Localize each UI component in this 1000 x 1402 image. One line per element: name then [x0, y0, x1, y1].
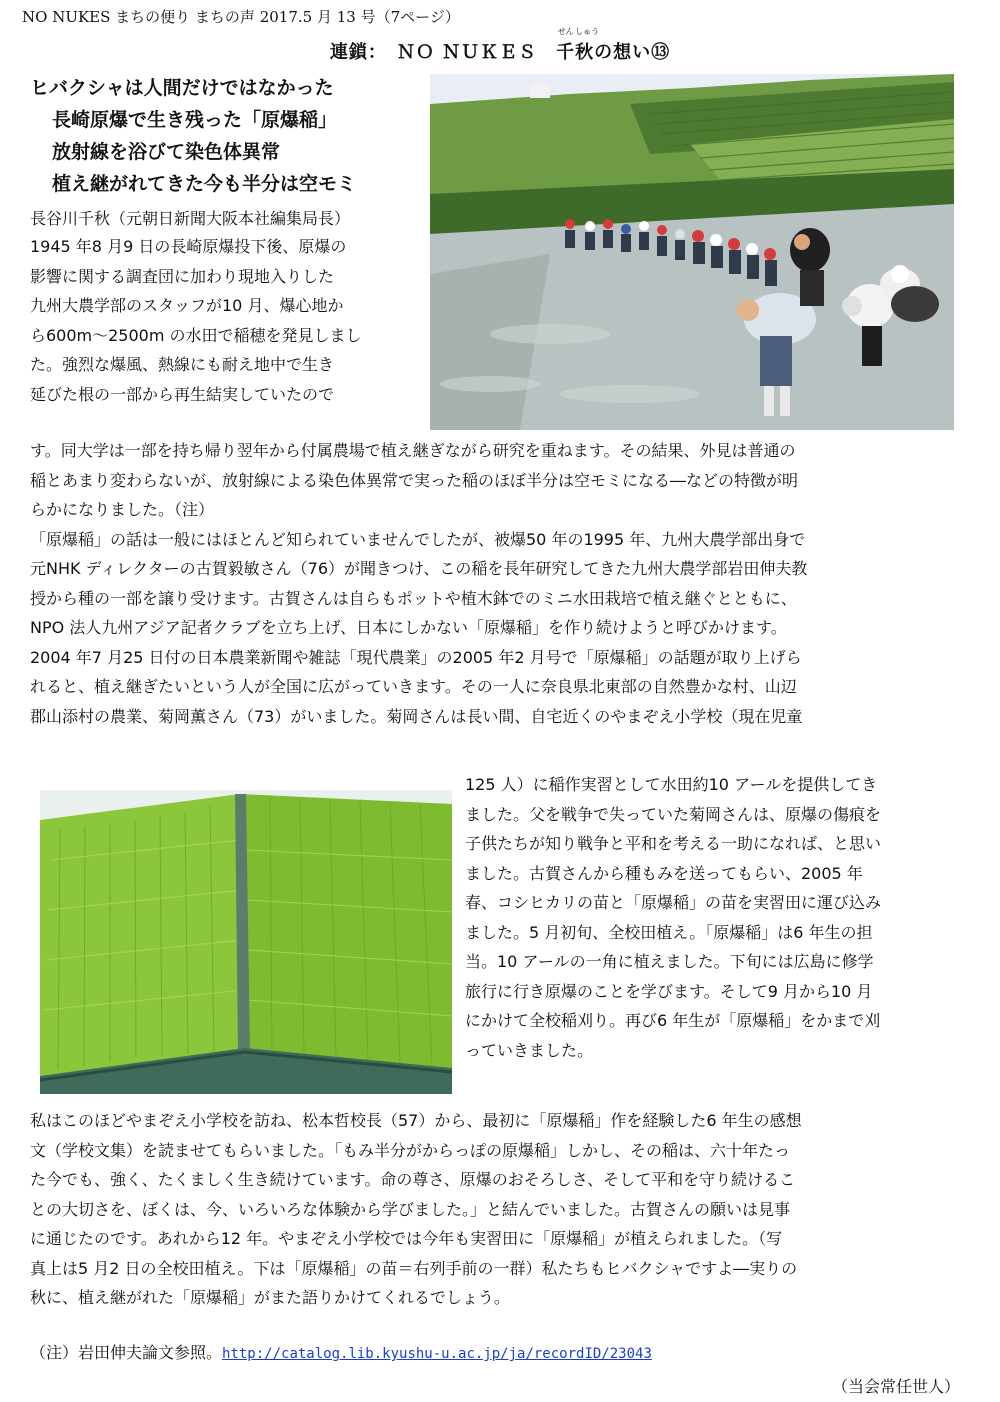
text-line: 元NHK ディレクターの古賀毅敏さん（76）が聞きつけ、この稲を長年研究してきた九州大農学部岩田伸夫教 [30, 559, 808, 578]
text-line: ました。古賀さんから種もみを送ってもらい、2005 年 [465, 863, 863, 883]
text-line: っていきました。 [465, 1040, 594, 1060]
text-line: 郡山添村の農業、菊岡薫さん（73）がいました。菊岡さんは長い間、自宅近くのやまぞえ小学校（現在児童 [30, 706, 803, 726]
footnote [30, 1340, 652, 1363]
text-line: た今でも、強く、たくましく生き続けています。命の尊さ、原爆のおそろしさ、そして平和を守り続けるこ [30, 1170, 796, 1189]
text-line: NPO 法人九州アジア記者クラブを立ち上げ、日本にしかない「原爆稲」を作り続けようと呼びかけます。 [30, 618, 787, 637]
seedling-tray-photo [40, 790, 452, 1094]
text-line: 授から種の一部を譲り受けます。古賀さんは自らもポットや植木鉢でのミニ水田栽培で植え継ぐとともに、 [30, 588, 797, 608]
text-line: に通じたのです。あれから12 年。やまぞえ小学校では今年も実習田に「原爆稲」が植えられました。（写 [30, 1229, 783, 1248]
text-line: ました。父を戦争で失っていた菊岡さんは、原爆の傷痕を [465, 804, 882, 824]
text-line: 九州大農学部のスタッフが10 月、爆心地か [30, 296, 344, 315]
series-title-prefix: 連鎖： ＮＯ ＮＵＫＥＳ [329, 42, 557, 63]
series-title-suffix: の想い⑬ [594, 42, 671, 63]
text-line: 影響に関する調査団に加わり現地入りした [30, 266, 335, 286]
body-left-column [30, 232, 430, 409]
text-line: 125 人）に稲作実習として水田約10 アールを提供してき [465, 775, 878, 794]
text-line: れると、植え継ぎたいという人が全国に広がっていきます。その一人に奈良県北東部の自然豊かな村、山辺 [30, 677, 797, 696]
text-line: 延びた根の一部から再生結実していたので [30, 384, 335, 404]
text-line: との大切さを、ぼくは、今、いろいろな体験から学びました。」と結んでいました。古賀さんの願いは見事 [30, 1199, 791, 1219]
headline-line: 植え継がれてきた今も半分は空モミ [52, 173, 357, 195]
masthead: NO NUKES まちの便り まちの声 2017.5 月 13 号（7ページ） [22, 8, 460, 26]
ruby-reading-1: せん [557, 27, 574, 36]
seedling-tray-illustration [40, 790, 452, 1094]
headline-line: 長崎原爆で生き残った「原爆稲」 [52, 109, 338, 131]
text-line: 文（学校文集）を読ませてもらいました。「もみ半分がからっぽの原爆稲」しかし、その稲は、六十年たっ [30, 1140, 791, 1160]
reference-link[interactable]: http://catalog.lib.kyushu-u.ac.jp/ja/recordID/23043 [222, 1346, 652, 1362]
body-full-block-2 [30, 1106, 975, 1313]
rice-planting-photo [430, 74, 954, 430]
author-byline: 長谷川千秋（元朝日新聞大阪本社編集局長） [30, 209, 351, 228]
text-line: 2004 年7 月25 日付の日本農業新聞や雑誌「現代農業」の2005 年2 月号で「原爆稲」の話題が取り上げら [30, 647, 802, 667]
text-line: 当。10 アールの一角に植えました。下旬には広島に修学 [465, 952, 874, 971]
text-line: す。同大学は一部を持ち帰り翌年から付属農場で植え継ぎながら研究を重ねます。その結果、外見は普通の [30, 441, 796, 460]
body-right-column [465, 770, 975, 1065]
text-line: ら600m～2500m の水田で稲穂を発見しまし [30, 325, 362, 345]
headline-line: ヒバクシャは人間だけではなかった [30, 77, 334, 99]
text-line: 「原爆稲」の話は一般にはほとんど知られていませんでしたが、被爆50 年の1995 年、九州大農学部出身で [30, 529, 806, 549]
author-name-char-1: せん 千 [556, 27, 576, 63]
ruby-reading-2: しゅう [575, 27, 600, 36]
text-line: 私はこのほどやまぞえ小学校を訪ね、松本哲校長（57）から、最初に「原爆稲」作を経験した6 年生の感想 [30, 1111, 802, 1130]
text-line: 秋に、植え継がれた「原爆稲」がまた語りかけてくれるでしょう。 [30, 1288, 510, 1307]
series-title [0, 27, 1000, 64]
footnote-label: （注）岩田伸夫論文参照。 [30, 1343, 223, 1362]
body-full-block-1 [30, 436, 975, 731]
text-line: 子供たちが知り戦争と平和を考える一助になれば、と思い [465, 834, 882, 853]
text-line: 真上は5 月2 日の全校田植え。下は「原爆稲」の苗＝右列手前の一群）私たちもヒバクシャですよ―実りの [30, 1258, 798, 1278]
text-line: ました。5 月初旬、全校田植え。「原爆稲」は6 年生の担 [465, 922, 873, 942]
text-line: にかけて全校稲刈り。再び6 年生が「原爆稲」をかまで刈 [465, 1011, 881, 1030]
text-line: 1945 年8 月9 日の長崎原爆投下後、原爆の [30, 237, 347, 256]
headline-line: 放射線を浴びて染色体異常 [52, 141, 281, 163]
signature: （当会常任世人） [831, 1377, 960, 1396]
rice-planting-illustration [430, 74, 954, 430]
text-line: た。強烈な爆風、熱線にも耐え地中で生き [30, 355, 335, 374]
text-line: 春、コシヒカリの苗と「原爆稲」の苗を実習田に運び込み [465, 893, 882, 912]
text-line: 稲とあまり変わらないが、放射線による染色体異常で実った稲のほぼ半分は空モミになる―などの特徴が明 [30, 470, 799, 490]
text-line: 旅行に行き原爆のことを学びます。そして9 月から10 月 [465, 981, 873, 1001]
headline [30, 72, 430, 200]
text-line: らかになりました。（注） [30, 500, 215, 519]
author-name-char-2: しゅう 秋 [575, 27, 600, 63]
